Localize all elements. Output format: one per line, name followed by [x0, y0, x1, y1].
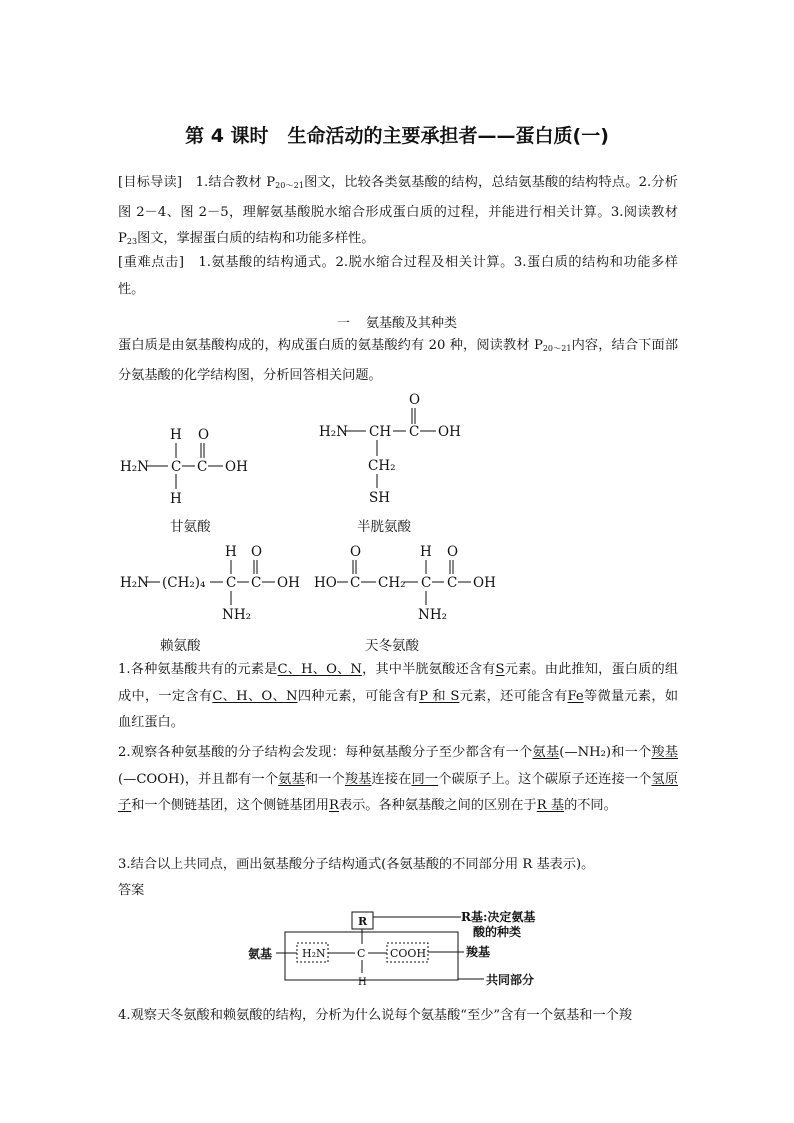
svg-text:C: C	[350, 575, 361, 591]
page-title: 第 4 课时 生命活动的主要承担者——蛋白质(一)	[185, 125, 609, 147]
q2-answer-4: 羧基	[344, 771, 372, 787]
q2-answer-5: 同一	[411, 771, 439, 787]
svg-text:氨基: 氨基	[248, 947, 273, 961]
lysine-label: 赖氨酸	[160, 638, 201, 654]
q2-answer-2: 羧基	[651, 745, 678, 760]
lead-text-b: 内容，结合下面部分氨基酸的化学结构图，分析回答相关问题。	[118, 338, 679, 383]
svg-text:OH: OH	[277, 575, 300, 591]
q2-answer-8: R 基	[536, 798, 565, 813]
q1-text: ，其中半胱氨酸还含有	[361, 662, 496, 677]
question-3: 3.结合以上共同点，画出氨基酸分子结构通式(各氨基酸的不同部分用 R 基表示)。	[118, 857, 595, 872]
svg-text:SH: SH	[369, 490, 391, 506]
q2-text: 2.观察各种氨基酸的分子结构会发现：每种氨基酸分子至少都含有一个	[118, 745, 533, 760]
svg-text:COOH: COOH	[390, 947, 427, 960]
q2-answer-7: R	[329, 798, 339, 813]
q1-answer-1: C、H、O、N	[277, 662, 362, 677]
answer-label: 答案	[118, 883, 145, 898]
q1-text: 元素。由此推知，蛋白质的组成中，一定含有	[118, 662, 679, 704]
svg-text:O: O	[409, 392, 421, 408]
svg-text:OH: OH	[473, 575, 496, 591]
section-number: 一	[336, 316, 350, 331]
svg-text:H₂N: H₂N	[120, 575, 149, 591]
svg-text:H: H	[420, 544, 432, 560]
svg-text:O: O	[447, 544, 459, 560]
svg-text:C: C	[447, 575, 458, 591]
svg-text:C: C	[251, 575, 262, 591]
svg-text:H₂N: H₂N	[319, 424, 348, 440]
svg-text:H: H	[170, 427, 182, 443]
q1-text: 元素，还可能含有	[459, 688, 568, 704]
svg-text:OH: OH	[438, 424, 461, 440]
goal-subscript-2: 23	[126, 237, 138, 246]
svg-text:羧基: 羧基	[466, 945, 491, 959]
glycine-label: 甘氨酸	[170, 519, 211, 535]
q1-answer-2: S	[495, 662, 505, 677]
q2-text: 表示。各种氨基酸之间的区别在于	[338, 798, 537, 813]
svg-text:C: C	[357, 947, 366, 960]
svg-text:H: H	[358, 977, 367, 988]
svg-text:O: O	[251, 544, 263, 560]
q2-answer-1: 氨基	[532, 745, 560, 760]
svg-text:O: O	[350, 544, 362, 560]
svg-text:R: R	[358, 915, 368, 928]
svg-text:酸的种类: 酸的种类	[473, 925, 522, 939]
lead-subscript: 20～21	[542, 344, 572, 353]
svg-text:H₂N: H₂N	[120, 459, 149, 475]
q1-text: 四种元素，可能含有	[297, 688, 420, 704]
goal-text-b: 图文，比较各类氨基酸的结构，总结氨基酸的结构特点。2.分析图 2－4、图 2－5，理解氨基酸脱水缩合形成蛋白质的过程，并能进行相关计算。3.阅读教材 P	[118, 175, 678, 246]
lead-text-a: 蛋白质是由氨基酸构成的，构成蛋白质的氨基酸约有 20 种，阅读教材 P	[118, 338, 543, 353]
svg-text:C: C	[409, 424, 420, 440]
q2-answer-3: 氨基	[278, 771, 305, 787]
aspartic-label: 天冬氨酸	[365, 638, 419, 654]
svg-text:NH₂: NH₂	[222, 607, 251, 623]
svg-text:C: C	[171, 459, 182, 475]
key-text: 1.氨基酸的结构通式。2.脱水缩合过程及相关计算。3.蛋白质的结构和功能多样性。	[118, 255, 678, 297]
q2-text: (—COOH)，并且都有一个	[118, 771, 279, 787]
svg-text:(CH₂)₄: (CH₂)₄	[162, 575, 206, 591]
goal-tag: [目标导读]	[118, 175, 183, 190]
q1-text: 1.各种氨基酸共有的元素是	[118, 662, 278, 677]
q2-text: 个碳原子上。这个碳原子还连接一个	[438, 771, 652, 787]
q1-answer-5: Fe	[567, 688, 584, 704]
q2-text: (—NH₂)和一个	[559, 745, 652, 760]
svg-text:C: C	[197, 459, 208, 475]
q2-text: 的不同。	[564, 798, 617, 813]
q2-text: 和一个	[304, 771, 345, 787]
svg-text:O: O	[198, 427, 210, 443]
svg-text:CH₂: CH₂	[378, 575, 406, 591]
svg-text:CH₂: CH₂	[368, 458, 396, 474]
svg-text:OH: OH	[225, 459, 248, 475]
q2-answer-6: 氢原子	[118, 771, 679, 813]
svg-text:H: H	[225, 544, 237, 560]
goal-subscript-1: 20～21	[275, 181, 304, 190]
q1-answer-4: P 和 S	[419, 688, 460, 704]
svg-text:HO: HO	[314, 575, 337, 591]
question-4: 4.观察天冬氨酸和赖氨酸的结构，分析为什么说每个氨基酸“至少”含有一个氨基和一个羧	[118, 1008, 632, 1023]
svg-text:共同部分: 共同部分	[486, 973, 535, 987]
section-title: 氨基酸及其种类	[366, 316, 458, 331]
svg-text:H: H	[170, 491, 182, 507]
svg-text:NH₂: NH₂	[418, 607, 447, 623]
goal-text-c: 图文，掌握蛋白质的结构和功能多样性。	[137, 231, 375, 246]
goal-text-a: 1.结合教材 P	[182, 175, 276, 190]
svg-text:CH: CH	[369, 424, 392, 440]
key-tag: [重难点击]	[118, 255, 184, 270]
svg-text:C: C	[226, 575, 237, 591]
svg-text:R基:决定氨基: R基:决定氨基	[461, 910, 536, 924]
svg-text:H₂N: H₂N	[302, 947, 326, 960]
q2-text: 连接在	[371, 771, 412, 787]
q1-answer-3: C、H、O、N	[212, 688, 298, 704]
q1-text: 等微量元素，如血红蛋白。	[118, 688, 679, 730]
cysteine-label: 半胱氨酸	[357, 519, 411, 535]
q2-text: 和一个侧链基团，这个侧链基团用	[131, 798, 329, 813]
svg-text:C: C	[421, 575, 432, 591]
